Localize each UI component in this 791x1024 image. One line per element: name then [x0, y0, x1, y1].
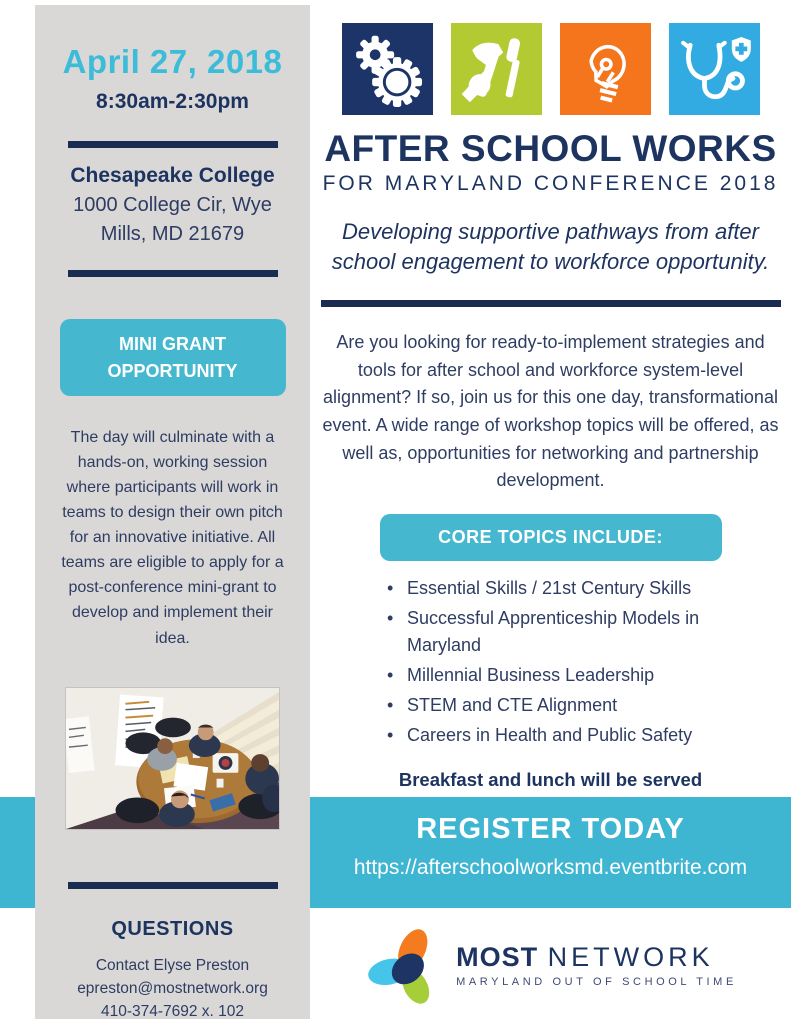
icon-tiles-row: [310, 23, 791, 115]
conference-title: AFTER SCHOOL WORKS: [324, 128, 777, 169]
topic-item: • Careers in Health and Public Safety: [383, 722, 718, 749]
logo-name-network: NETWORK: [547, 942, 714, 972]
mini-grant-badge[interactable]: MINI GRANT OPPORTUNITY: [60, 319, 286, 395]
venue-name: Chesapeake College: [70, 164, 275, 187]
venue-block: [35, 161, 310, 249]
divider-bar: [68, 141, 278, 148]
topics-list: [383, 575, 718, 749]
register-section: [310, 797, 791, 908]
event-date: April 27, 2018: [62, 43, 283, 80]
conference-subtitle: FOR MARYLAND CONFERENCE 2018: [322, 172, 779, 195]
tile-tools: [451, 23, 542, 115]
divider-bar: [68, 270, 278, 277]
topic-item: • STEM and CTE Alignment: [383, 692, 718, 719]
divider-bar: [321, 300, 781, 307]
most-network-logo: [310, 915, 791, 1015]
main-content: [310, 0, 791, 791]
divider-bar: [68, 882, 278, 889]
contact-block: [35, 954, 310, 1024]
logo-tagline: MARYLAND OUT OF SCHOOL TIME: [456, 976, 737, 988]
contact-name: Contact Elyse Preston: [95, 956, 250, 974]
tools-icon: [458, 31, 534, 107]
tile-lightbulb: [560, 23, 651, 115]
contact-email-link[interactable]: epreston@mostnetwork.org: [77, 979, 268, 997]
conference-tagline: Developing supportive pathways from after school engagement to workforce opportunity.: [331, 219, 770, 274]
mini-grant-description: The day will culminate with a hands-on, working session where participants will work in teams to design their own pitch for an innovative initiative. All teams are eligible to apply for a post-conference mini-grant to develop and implement their idea.: [61, 428, 284, 647]
logo-name: [456, 942, 737, 973]
logo-text: [456, 942, 737, 988]
venue-address-line1: 1000 College Cir, Wye: [73, 194, 272, 217]
meals-note: Breakfast and lunch will be served: [398, 768, 703, 790]
register-url-link[interactable]: https://afterschoolworksmd.eventbrite.com: [353, 856, 748, 879]
stethoscope-icon: [676, 31, 752, 107]
core-topics-badge[interactable]: CORE TOPICS INCLUDE:: [380, 514, 722, 561]
logo-pinwheel-icon: [364, 926, 442, 1004]
venue-address-line2: Mills, MD 21679: [100, 223, 245, 246]
register-heading: REGISTER TODAY: [416, 813, 685, 845]
questions-heading: QUESTIONS: [111, 917, 234, 940]
logo-name-most: MOST: [456, 942, 539, 972]
meeting-photo: [65, 687, 280, 830]
event-time: 8:30am-2:30pm: [96, 90, 249, 113]
topic-item: • Essential Skills / 21st Century Skills: [383, 575, 718, 602]
topic-item: • Successful Apprenticeship Models in Maryland: [383, 605, 718, 659]
topic-item: • Millennial Business Leadership: [383, 662, 718, 689]
left-sidebar: [35, 5, 310, 1019]
contact-phone: 410-374-7692 x. 102: [100, 1003, 245, 1021]
tile-gears: [342, 23, 433, 115]
tile-health: [669, 23, 760, 115]
gears-icon: [349, 31, 425, 107]
lightbulb-icon: [567, 31, 643, 107]
intro-paragraph: Are you looking for ready-to-implement strategies and tools for after school and workforce system-level alignment? If so, join us for this one day, transformational event. A wide range of workshop topics will be offered, as well as, opportunities for networking and partnership development.: [322, 332, 779, 491]
